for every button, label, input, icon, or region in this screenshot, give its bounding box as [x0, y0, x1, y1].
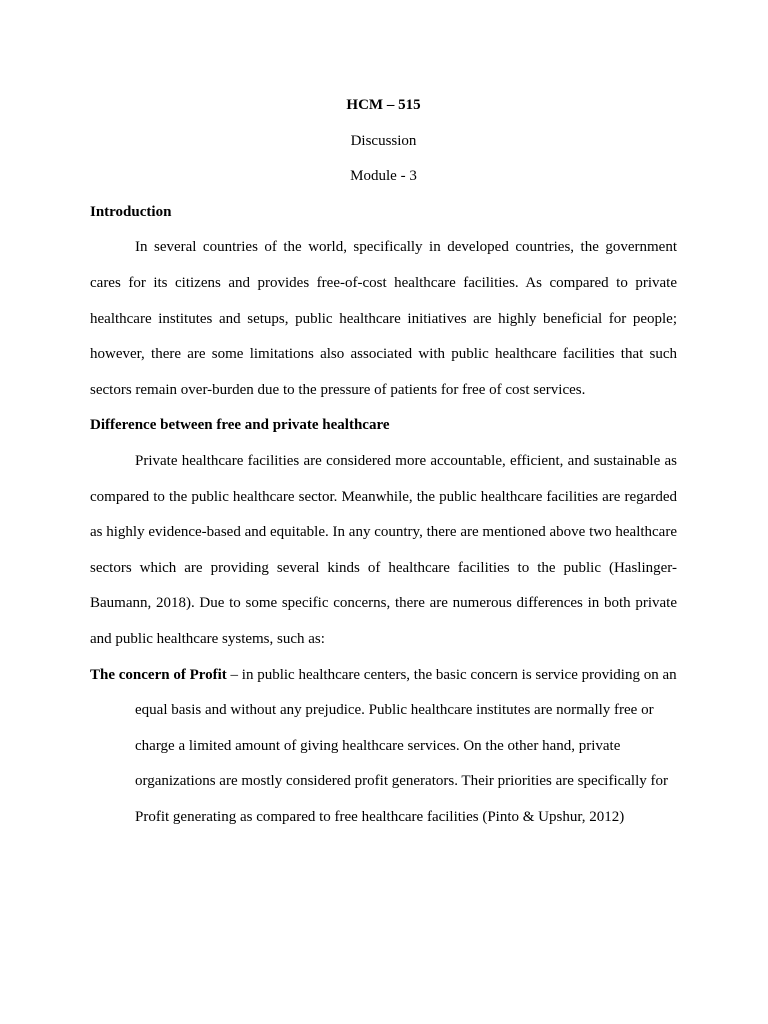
module-label: Module - 3 — [350, 168, 417, 185]
profit-paragraph — [90, 658, 677, 836]
course-title: HCM – 515 — [346, 97, 421, 113]
difference-heading: Difference between free and private healthcare — [90, 417, 390, 434]
difference-paragraph: Private healthcare facilities are considered more accountable, efficient, and sustainable as compared to the public healthcare sector. Meanwhile, the public healthcare facilities are regarded as highly evidence-based and equitable. In any country, there are mentioned above two healthcare sectors which are providing several kinds of healthcare facilities to the public (Haslinger-Baumann, 2018). Due to some specific concerns, there are numerous differences in both private and public healthcare systems, such as: — [90, 452, 677, 647]
document-type: Discussion — [350, 132, 417, 149]
introduction-paragraph: In several countries of the world, specifically in developed countries, the government cares for its citizens and provides free-of-cost healthcare facilities. As compared to private healthcare institutes and setups, public healthcare initiatives are highly beneficial for people; however, there are some limitations also associated with public healthcare facilities that such sectors remain over-burden due to the pressure of patients for free of cost services. — [90, 239, 677, 398]
introduction-heading: Introduction — [90, 203, 172, 220]
document-page — [90, 88, 677, 835]
profit-label: The concern of Profit — [90, 666, 227, 683]
profit-text: – in public healthcare centers, the basic concern is service providing on an equal basis and without any prejudice. Public healthcare institutes are normally free or charge a limited amount of giving healthcare services. On the other hand, private organizations are mostly considered profit generators. Their priorities are specifically for Profit generating as compared to free healthcare facilities (Pinto & Upshur, 2012) — [135, 666, 677, 825]
